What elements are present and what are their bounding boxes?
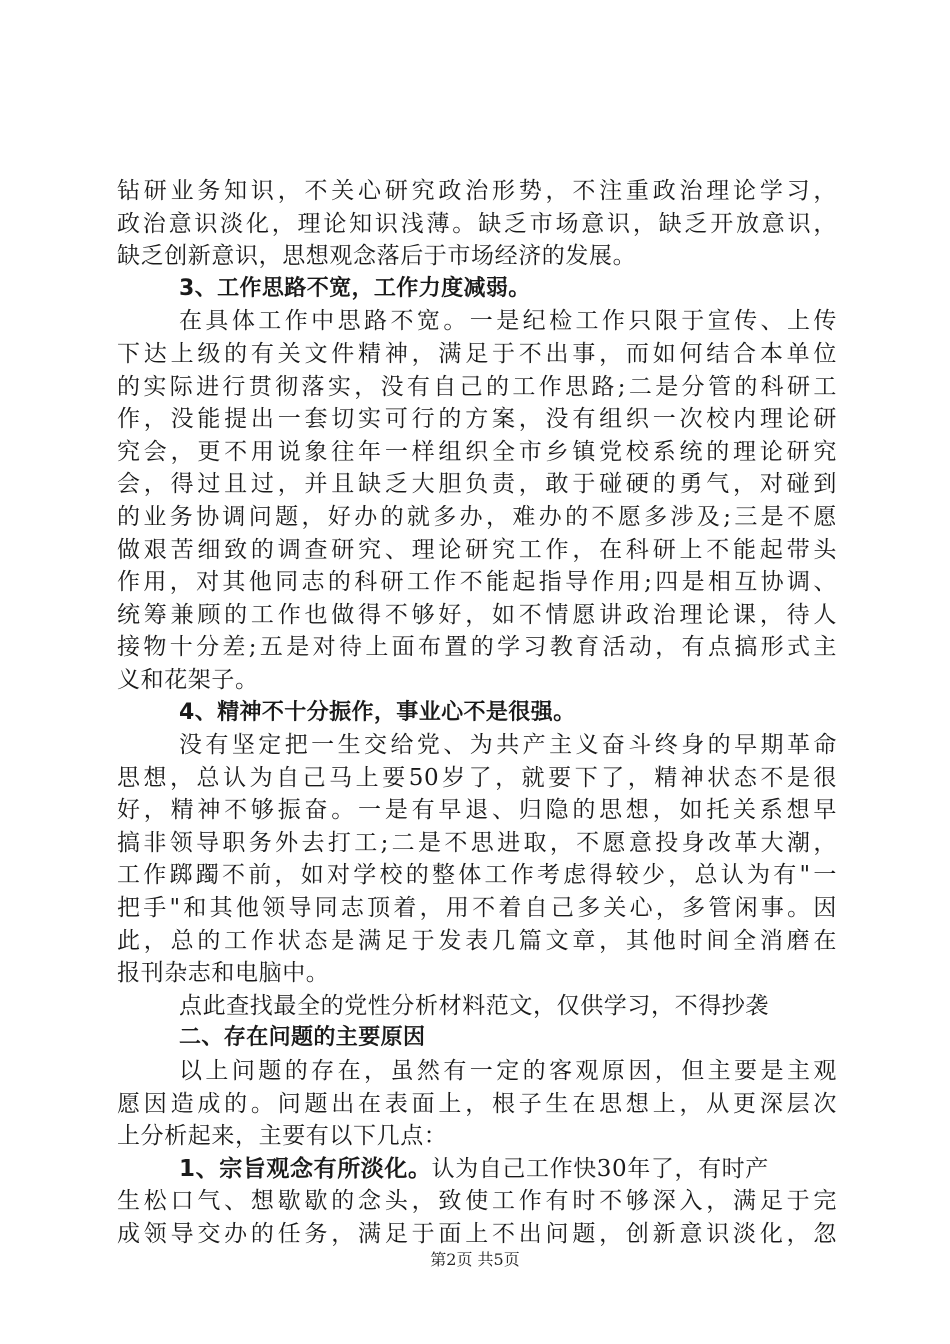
paragraph-line: 搞非领导职务外去打工;二是不思进取，不愿意投身改革大潮，	[117, 829, 837, 856]
paragraph-line: 接物十分差;五是对待上面布置的学习教育活动，有点搞形式主	[117, 634, 837, 661]
inline-heading: 1、宗旨观念有所淡化。	[179, 1155, 432, 1182]
paragraph-line: 工作踯躅不前，如对学校的整体工作考虑得较少，总认为有"一	[117, 862, 837, 889]
paragraph-line: 的实际进行贯彻落实，没有自己的工作思路;二是分管的科研工	[117, 373, 837, 400]
paragraph-line: 以上问题的存在，虽然有一定的客观原因，但主要是主观	[179, 1058, 837, 1085]
paragraph-line: 做艰苦细致的调查研究、理论研究工作，在科研上不能起带头	[117, 536, 837, 563]
paragraph-line: 愿因造成的。问题出在表面上，根子生在思想上，从更深层次	[117, 1090, 837, 1117]
paragraph-line-mixed	[117, 1153, 837, 1186]
document-body	[117, 175, 837, 1251]
paragraph-line: 政治意识淡化，理论知识浅薄。缺乏市场意识，缺乏开放意识，	[117, 210, 837, 237]
paragraph-line: 下达上级的有关文件精神，满足于不出事，而如何结合本单位	[117, 340, 837, 367]
promo-link[interactable]: 点此查找最全的党性分析材料范文，仅供学习，不得抄袭	[179, 992, 769, 1019]
paragraph-line: 没有坚定把一生交给党、为共产主义奋斗终身的早期革命	[179, 732, 837, 759]
paragraph-line: 思想，总认为自己马上要50岁了，就要下了，精神状态不是很	[117, 764, 837, 791]
paragraph-line: 把手"和其他领导同志顶着，用不着自己多关心，多管闲事。因	[117, 895, 837, 922]
paragraph-line: 究会，更不用说象往年一样组织全市乡镇党校系统的理论研究	[117, 438, 837, 465]
paragraph-line: 作，没能提出一套切实可行的方案，没有组织一次校内理论研	[117, 406, 837, 433]
paragraph-line: 钻研业务知识，不关心研究政治形势，不注重政治理论学习，	[117, 178, 837, 204]
section-heading-4: 4、精神不十分振作，事业心不是很强。	[179, 699, 576, 725]
paragraph-line: 缺乏创新意识，思想观念落后于市场经济的发展。	[117, 243, 637, 270]
paragraph-line: 报刊杂志和电脑中。	[117, 960, 330, 987]
section-heading-3: 3、工作思路不宽，工作力度减弱。	[179, 275, 531, 301]
paragraph-line: 在具体工作中思路不宽。一是纪检工作只限于宣传、上传	[179, 308, 837, 335]
paragraph-line: 生松口气、想歇歇的念头，致使工作有时不够深入，满足于完	[117, 1188, 837, 1215]
inline-text: 认为自己工作快30年了，有时产	[431, 1155, 769, 1182]
paragraph-line: 会，得过且过，并且缺乏大胆负责，敢于碰硬的勇气，对碰到	[117, 471, 837, 498]
paragraph-line: 成领导交办的任务，满足于面上不出问题，创新意识淡化，忽	[117, 1221, 837, 1247]
paragraph-line: 的业务协调问题，好办的就多办，难办的不愿多涉及;三是不愿	[117, 503, 837, 530]
section-heading-2: 二、存在问题的主要原因	[179, 1025, 426, 1051]
paragraph-line: 统筹兼顾的工作也做得不够好，如不情愿讲政治理论课，待人	[117, 601, 837, 628]
paragraph-line: 好，精神不够振奋。一是有早退、归隐的思想，如托关系想早	[117, 797, 837, 824]
paragraph-line: 作用，对其他同志的科研工作不能起指导作用;四是相互协调、	[117, 569, 837, 596]
paragraph-line: 义和花架子。	[117, 666, 259, 693]
paragraph-line: 上分析起来，主要有以下几点：	[117, 1123, 448, 1150]
page-footer: 第2页 共5页	[430, 1250, 520, 1269]
paragraph-line: 此，总的工作状态是满足于发表几篇文章，其他时间全消磨在	[117, 927, 837, 954]
